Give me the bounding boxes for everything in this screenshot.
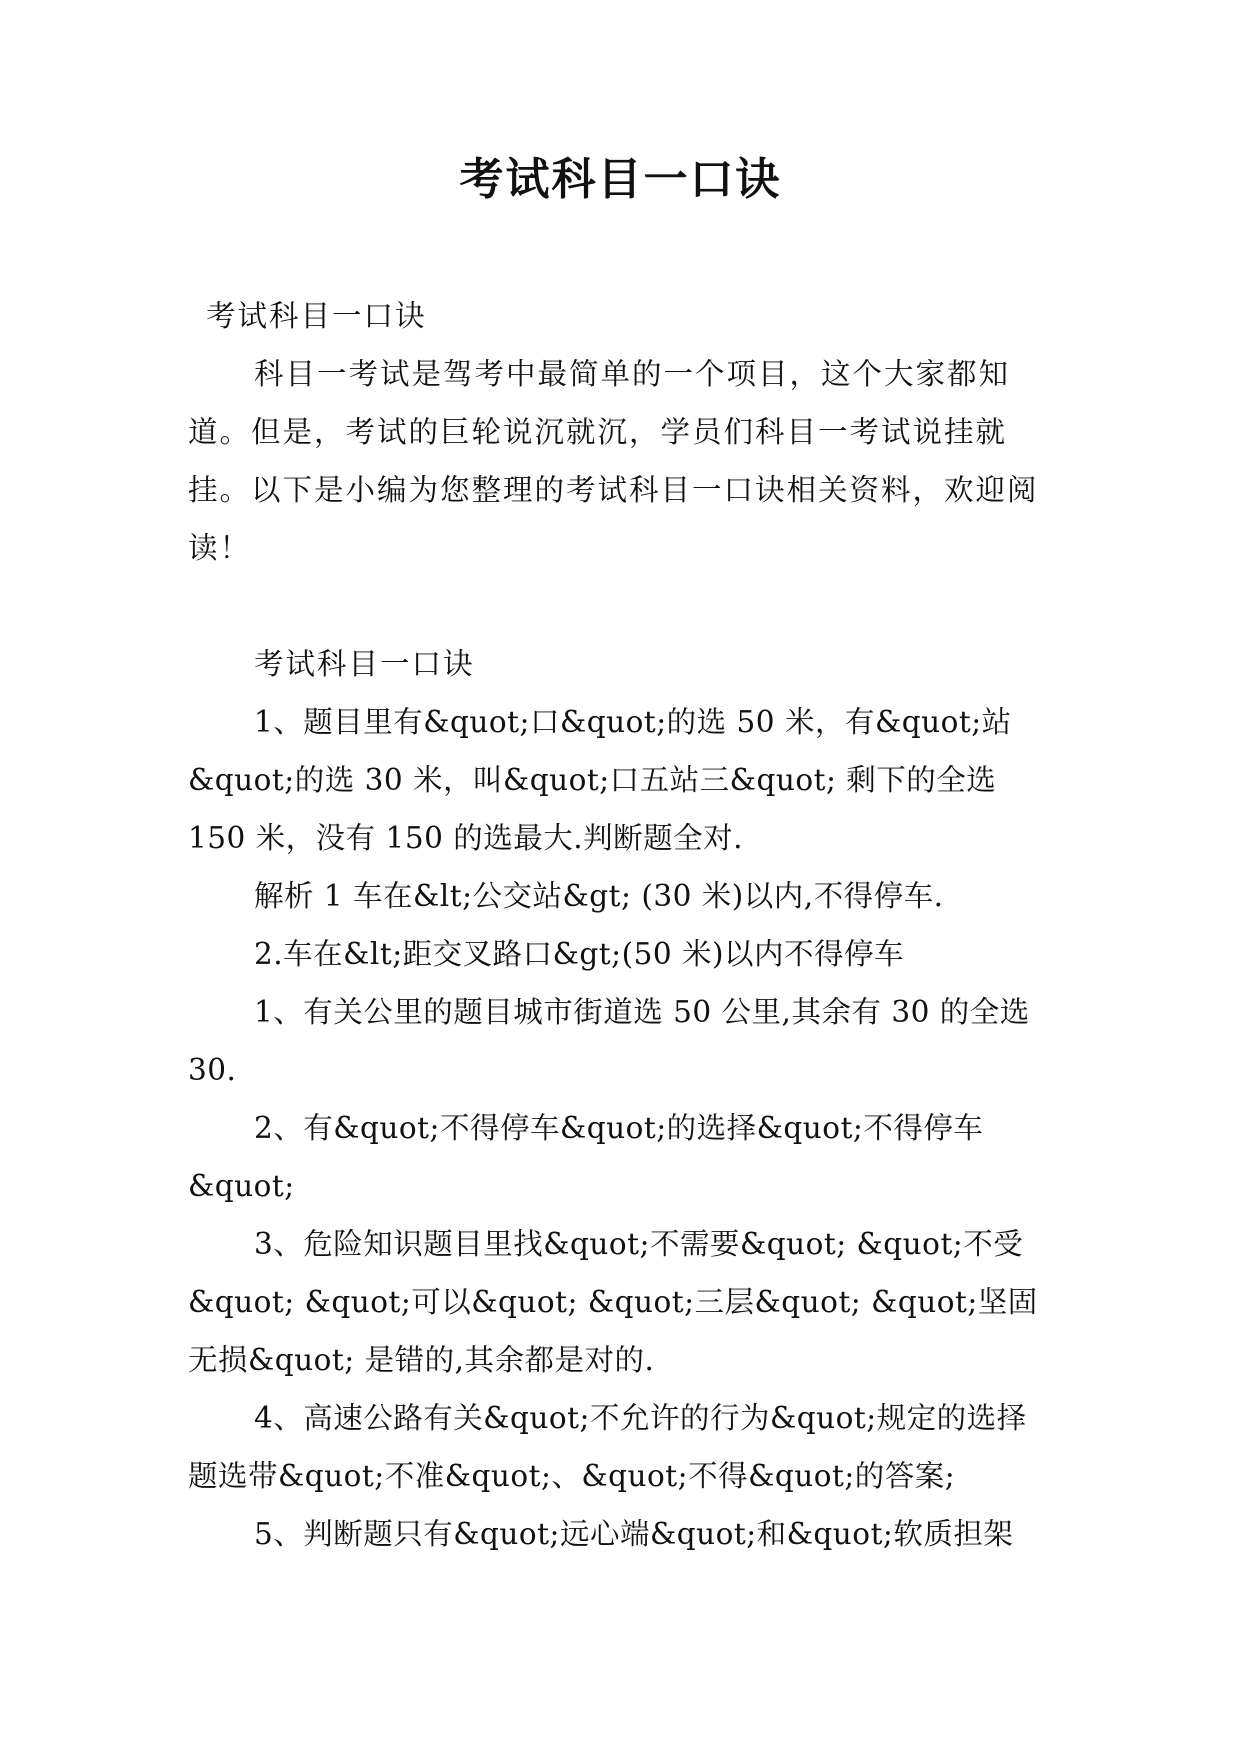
analysis-paragraph-2: 2.车在&lt;距交叉路口&gt;(50 米)以内不得停车 [254, 937, 905, 971]
tip-paragraph-5: 5、判断题只有&quot;远心端&quot;和&quot;软质担架 [254, 1517, 1014, 1551]
tip-paragraph-speed: 1、有关公里的题目城市街道选 50 公里,其余有 30 的全选 30. [188, 995, 1030, 1087]
paragraph-spacer [188, 577, 1056, 635]
body-heading: 考试科目一口诀 [206, 299, 427, 333]
intro-paragraph: 科目一考试是驾考中最简单的一个项目，这个大家都知道。但是，考试的巨轮说沉就沉，学员们科目一考试说挂就挂。以下是小编为您整理的考试科目一口诀相关资料，欢迎阅读！ [188, 357, 1039, 565]
tip-paragraph-4: 4、高速公路有关&quot;不允许的行为&quot;规定的选择题选带&quot;不准&quot;、&quot;不得&quot;的答案; [188, 1401, 1027, 1493]
tip-paragraph-3: 3、危险知识题目里找&quot;不需要&quot; &quot;不受&quot; &quot;可以&quot; &quot;三层&quot; &quot;坚固无损&quot; 是错的,其余都是对的. [188, 1227, 1038, 1377]
tip-paragraph-1: 1、题目里有&quot;口&quot;的选 50 米，有&quot;站&quot;的选 30 米，叫&quot;口五站三&quot; 剩下的全选 150 米，没有 150 的选最大.判断题全对. [188, 705, 1012, 855]
section-heading: 考试科目一口诀 [254, 647, 475, 681]
tip-paragraph-2: 2、有&quot;不得停车&quot;的选择&quot;不得停车&quot; [188, 1111, 984, 1203]
analysis-paragraph-1: 解析 1 车在&lt;公交站&gt; (30 米)以内,不得停车. [254, 879, 944, 913]
document-title: 考试科目一口诀 [459, 154, 782, 205]
document-body [188, 287, 1056, 1563]
